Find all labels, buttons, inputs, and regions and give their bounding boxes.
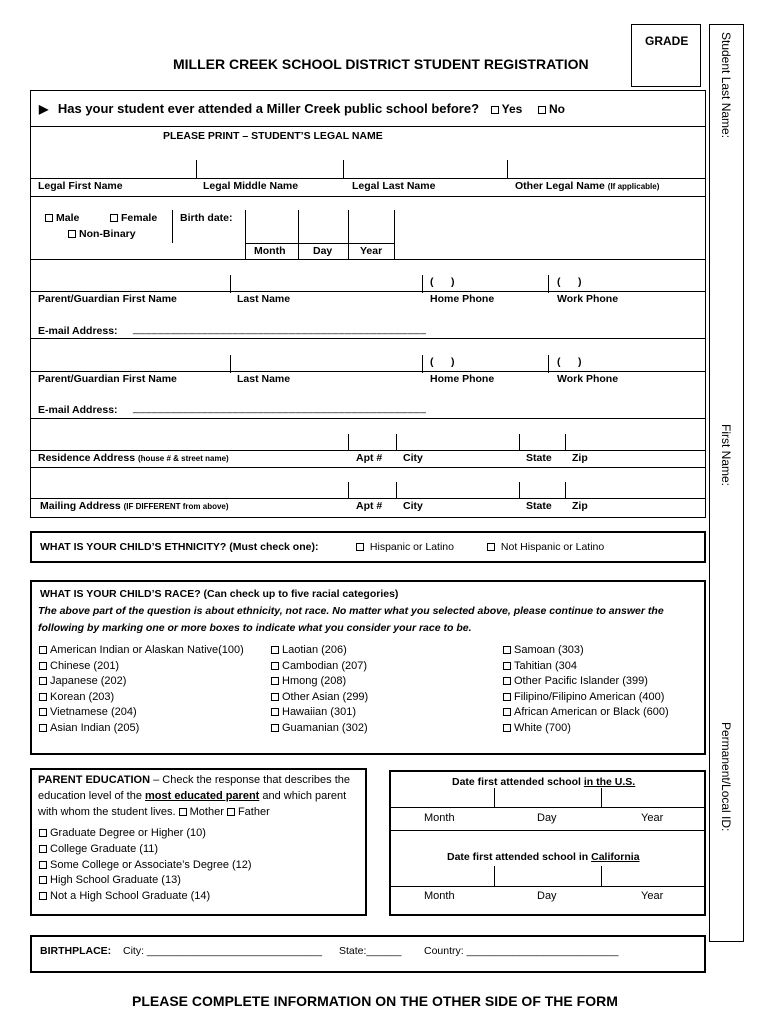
parent2-email-field[interactable]: _______________________________________________ xyxy=(133,402,427,414)
checkbox-icon xyxy=(39,876,47,884)
checkbox-icon xyxy=(503,646,511,654)
legal-first-name-label: Legal First Name xyxy=(38,180,123,192)
father-checkbox[interactable]: Father xyxy=(227,806,270,818)
education-option-checkbox[interactable]: College Graduate (11) xyxy=(39,842,252,858)
other-legal-name-label: Other Legal Name (If applicable) xyxy=(515,180,660,192)
divider xyxy=(389,807,706,808)
mother-checkbox[interactable]: Mother xyxy=(179,806,224,818)
divider xyxy=(348,434,349,451)
education-option-checkbox[interactable]: Not a High School Graduate (14) xyxy=(39,889,252,905)
gender-female-checkbox[interactable]: Female xyxy=(110,212,157,224)
divider xyxy=(565,434,566,451)
first-attended-us-label: Date first attended school in the U.S. xyxy=(452,776,636,788)
checkbox-icon xyxy=(110,214,118,222)
us-day-label: Day xyxy=(537,812,557,824)
divider xyxy=(494,866,495,886)
checkbox-icon xyxy=(39,724,47,732)
divider xyxy=(172,210,173,243)
divider xyxy=(507,160,508,178)
us-month-label: Month xyxy=(424,812,455,824)
race-option-checkbox[interactable]: White (700) xyxy=(503,721,669,737)
birth-date-label: Birth date: xyxy=(180,212,233,224)
divider xyxy=(30,467,706,468)
divider xyxy=(30,196,706,197)
page-title: MILLER CREEK SCHOOL DISTRICT STUDENT REGISTRATION xyxy=(173,56,589,72)
race-column-2 xyxy=(271,643,368,736)
sidebar-first-name[interactable]: First Name: xyxy=(719,424,733,487)
residence-state-label: State xyxy=(526,452,552,464)
checkbox-icon xyxy=(271,724,279,732)
divider xyxy=(196,160,197,178)
checkbox-icon xyxy=(487,543,495,551)
parent2-home-phone-label: Home Phone xyxy=(430,373,495,385)
home-phone-area-code-1[interactable]: ( ) xyxy=(430,276,455,288)
checkbox-icon xyxy=(503,708,511,716)
work-phone-area-code-2[interactable]: ( ) xyxy=(557,356,582,368)
checkbox-icon xyxy=(45,214,53,222)
checkbox-icon xyxy=(39,845,47,853)
race-option-checkbox[interactable]: Guamanian (302) xyxy=(271,721,368,737)
residence-zip-label: Zip xyxy=(572,452,588,464)
education-option-checkbox[interactable]: High School Graduate (13) xyxy=(39,873,252,889)
divider xyxy=(30,450,706,451)
education-desc-3: with whom the student lives. Mother Father xyxy=(38,806,270,818)
checkbox-icon xyxy=(356,543,364,551)
home-phone-area-code-2[interactable]: ( ) xyxy=(430,356,455,368)
checkbox-icon xyxy=(39,693,47,701)
divider xyxy=(30,126,706,127)
divider xyxy=(565,482,566,499)
ca-day-label: Day xyxy=(537,890,557,902)
checkbox-icon xyxy=(227,808,235,816)
work-phone-area-code-1[interactable]: ( ) xyxy=(557,276,582,288)
checkbox-icon xyxy=(39,829,47,837)
birthplace-label: BIRTHPLACE: xyxy=(40,945,112,957)
race-option-checkbox[interactable]: Other Pacific Islander (399) xyxy=(503,674,669,690)
divider xyxy=(601,866,602,886)
divider xyxy=(343,160,344,178)
residence-city-label: City xyxy=(403,452,423,464)
parent2-first-name-label: Parent/Guardian First Name xyxy=(38,373,177,385)
divider xyxy=(30,418,706,419)
race-option-checkbox[interactable]: American Indian or Alaskan Native(100) xyxy=(39,643,244,659)
ethnicity-question: WHAT IS YOUR CHILD’S ETHNICITY? (Must check one): xyxy=(40,541,319,553)
parent1-last-name-label: Last Name xyxy=(237,293,291,305)
mailing-state-label: State xyxy=(526,500,552,512)
checkbox-icon xyxy=(39,892,47,900)
race-column-1 xyxy=(39,643,244,736)
parent2-email-label: E-mail Address: xyxy=(38,404,118,416)
divider xyxy=(348,210,349,260)
divider xyxy=(348,482,349,499)
parent1-home-phone-label: Home Phone xyxy=(430,293,495,305)
education-desc-1: PARENT EDUCATION – Check the response that describes the xyxy=(38,774,350,786)
education-option-checkbox[interactable]: Some College or Associate’s Degree (12) xyxy=(39,858,252,874)
divider xyxy=(30,498,706,499)
ethnicity-hispanic-checkbox[interactable]: Hispanic or Latino xyxy=(356,541,454,553)
mailing-city-label: City xyxy=(403,500,423,512)
us-year-label: Year xyxy=(641,812,664,824)
birthplace-state-field[interactable]: State:______ xyxy=(339,945,402,957)
race-note-2: following by marking one or more boxes to indicate what you consider your race to be. xyxy=(38,622,472,634)
checkbox-icon xyxy=(271,693,279,701)
divider xyxy=(30,178,706,179)
footer-note: PLEASE COMPLETE INFORMATION ON THE OTHER SIDE OF THE FORM xyxy=(132,993,618,1009)
divider xyxy=(298,210,299,260)
checkbox-icon xyxy=(271,662,279,670)
gender-nonbinary-checkbox[interactable]: Non-Binary xyxy=(68,228,136,240)
divider xyxy=(396,434,397,451)
checkbox-icon xyxy=(271,708,279,716)
divider xyxy=(30,291,706,292)
divider xyxy=(519,482,520,499)
birth-day-label: Day xyxy=(313,245,333,257)
checkbox-icon xyxy=(271,646,279,654)
parent2-work-phone-label: Work Phone xyxy=(557,373,619,385)
checkbox-icon xyxy=(538,106,546,114)
race-option-checkbox[interactable]: Other Asian (299) xyxy=(271,690,368,706)
print-note: PLEASE PRINT – STUDENT’S LEGAL NAME xyxy=(163,130,383,142)
race-column-3 xyxy=(503,643,669,736)
divider xyxy=(245,210,246,260)
checkbox-icon xyxy=(39,861,47,869)
race-option-checkbox[interactable]: Vietnamese (204) xyxy=(39,705,244,721)
checkbox-icon xyxy=(491,106,499,114)
parent1-email-field[interactable]: _______________________________________________ xyxy=(133,323,427,335)
birthplace-country-field[interactable]: Country: __________________________ xyxy=(424,945,619,957)
race-option-checkbox[interactable]: Chinese (201) xyxy=(39,659,244,675)
race-option-checkbox[interactable]: Cambodian (207) xyxy=(271,659,368,675)
race-option-checkbox[interactable]: Laotian (206) xyxy=(271,643,368,659)
race-option-checkbox[interactable]: Filipino/Filipino American (400) xyxy=(503,690,669,706)
checkbox-icon xyxy=(39,646,47,654)
checkbox-icon xyxy=(503,724,511,732)
parent2-last-name-label: Last Name xyxy=(237,373,291,385)
race-option-checkbox[interactable]: Japanese (202) xyxy=(39,674,244,690)
mailing-address-label: Mailing Address (IF DIFFERENT from above) xyxy=(40,500,229,512)
gender-male-checkbox[interactable]: Male xyxy=(45,212,79,224)
checkbox-icon xyxy=(503,677,511,685)
residence-address-label: Residence Address (house # & street name) xyxy=(38,452,229,464)
parent1-first-name-label: Parent/Guardian First Name xyxy=(38,293,177,305)
divider xyxy=(30,371,706,372)
race-option-checkbox[interactable]: Asian Indian (205) xyxy=(39,721,244,737)
mailing-apt-label: Apt # xyxy=(356,500,383,512)
education-option-checkbox[interactable]: Graduate Degree or Higher (10) xyxy=(39,826,252,842)
education-options xyxy=(39,826,252,905)
birth-year-label: Year xyxy=(360,245,383,257)
ethnicity-not-hispanic-checkbox[interactable]: Not Hispanic or Latino xyxy=(487,541,604,553)
checkbox-icon xyxy=(68,230,76,238)
race-option-checkbox[interactable]: Tahitian (304 xyxy=(503,659,669,675)
divider xyxy=(389,886,706,887)
divider xyxy=(494,788,495,808)
attended-no-checkbox[interactable]: No xyxy=(538,101,565,116)
divider xyxy=(601,788,602,808)
first-attended-ca-label: Date first attended school in California xyxy=(447,851,640,863)
grade-label: GRADE xyxy=(645,34,689,48)
checkbox-icon xyxy=(39,708,47,716)
checkbox-icon xyxy=(179,808,187,816)
birth-month-label: Month xyxy=(254,245,286,257)
arrow-icon: ▶ xyxy=(39,102,49,116)
race-note-1: The above part of the question is about ethnicity, not race. No matter what you selected above, please continue to answer the xyxy=(38,605,664,617)
residence-apt-label: Apt # xyxy=(356,452,383,464)
race-question: WHAT IS YOUR CHILD’S RACE? (Can check up to five racial categories) xyxy=(40,588,399,600)
checkbox-icon xyxy=(271,677,279,685)
checkbox-icon xyxy=(39,662,47,670)
divider xyxy=(519,434,520,451)
ca-month-label: Month xyxy=(424,890,455,902)
divider xyxy=(389,830,706,831)
parent1-work-phone-label: Work Phone xyxy=(557,293,619,305)
checkbox-icon xyxy=(39,677,47,685)
mailing-zip-label: Zip xyxy=(572,500,588,512)
ca-year-label: Year xyxy=(641,890,664,902)
divider xyxy=(396,482,397,499)
race-option-checkbox[interactable]: Korean (203) xyxy=(39,690,244,706)
parent1-email-label: E-mail Address: xyxy=(38,325,118,337)
legal-middle-name-label: Legal Middle Name xyxy=(203,180,299,192)
race-option-checkbox[interactable]: African American or Black (600) xyxy=(503,705,669,721)
divider xyxy=(245,243,395,244)
race-option-checkbox[interactable]: Samoan (303) xyxy=(503,643,669,659)
sidebar-last-name[interactable]: Student Last Name: xyxy=(719,32,733,139)
race-option-checkbox[interactable]: Hmong (208) xyxy=(271,674,368,690)
race-option-checkbox[interactable]: Hawaiian (301) xyxy=(271,705,368,721)
divider xyxy=(394,210,395,260)
attended-question-text: Has your student ever attended a Miller Creek public school before? xyxy=(57,101,480,116)
attended-question xyxy=(39,101,565,116)
checkbox-icon xyxy=(503,693,511,701)
divider xyxy=(30,338,706,339)
checkbox-icon xyxy=(503,662,511,670)
education-desc-2: education level of the most educated parent and which parent xyxy=(38,790,347,802)
legal-last-name-label: Legal Last Name xyxy=(352,180,436,192)
birthplace-city-field[interactable]: City: ______________________________ xyxy=(123,945,323,957)
attended-yes-checkbox[interactable]: Yes xyxy=(491,101,523,116)
divider xyxy=(30,259,706,260)
sidebar-permanent-id[interactable]: Permanent/Local ID: xyxy=(719,722,733,832)
